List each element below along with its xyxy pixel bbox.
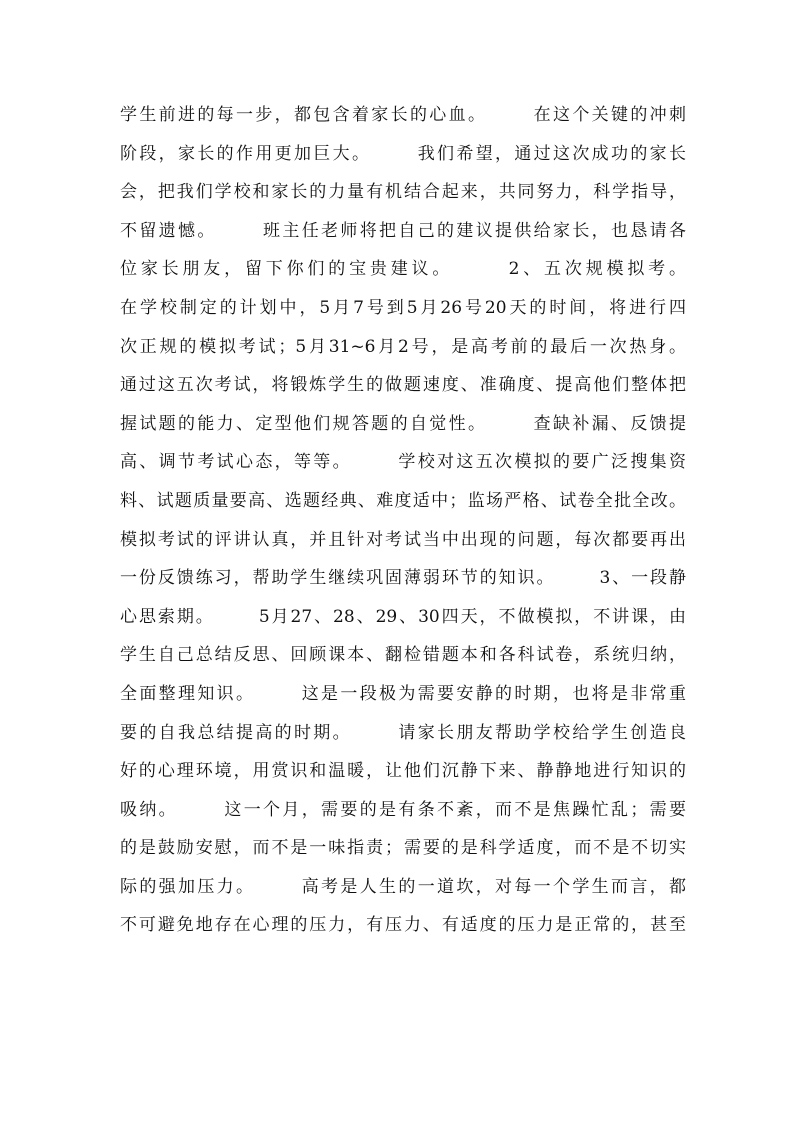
text-line: 学生自己总结反思、回顾课本、翻检错题本和各科试卷，系统归纳， <box>120 645 686 666</box>
text-line: 吸纳。 这一个月，需要的是有条不紊，而不是焦躁忙乱；需要 <box>120 799 686 820</box>
text-line: 模拟考试的评讲认真，并且针对考试当中出现的问题，每次都要再出 <box>120 529 686 550</box>
text-line: 料、试题质量要高、选题经典、难度适中；监场严格、试卷全批全改。 <box>120 490 686 511</box>
text-line: 在学校制定的计划中，5月7号到5月26号20天的时间，将进行四 <box>120 297 686 318</box>
text-line: 全面整理知识。 这是一段极为需要安静的时期，也将是非常重 <box>120 683 686 704</box>
text-line: 学生前进的每一步，都包含着家长的心血。 在这个关键的冲刺 <box>120 105 686 125</box>
text-line: 次正规的模拟考试；5月31~6月2号，是高考前的最后一次热身。 <box>120 336 686 357</box>
text-line: 阶段，家长的作用更加巨大。 我们希望，通过这次成功的家长 <box>120 143 686 164</box>
text-line: 心思索期。 5月27、28、29、30四天，不做模拟，不讲课，由 <box>120 606 686 627</box>
text-line: 不可避免地存在心理的压力，有压力、有适度的压力是正常的，甚至 <box>120 915 686 936</box>
text-line: 的是鼓励安慰，而不是一味指责；需要的是科学适度，而不是不切实 <box>120 838 686 859</box>
text-line: 一份反馈练习，帮助学生继续巩固薄弱环节的知识。 3、一段静 <box>120 568 686 589</box>
text-line: 高、调节考试心态，等等。 学校对这五次模拟的要广泛搜集资 <box>120 452 686 473</box>
text-line: 位家长朋友，留下你们的宝贵建议。 2、五次规模拟考。 <box>120 259 686 280</box>
text-line: 际的强加压力。 高考是人生的一道坎，对每一个学生而言，都 <box>120 876 686 897</box>
text-line: 要的自我总结提高的时期。 请家长朋友帮助学校给学生创造良 <box>120 722 686 743</box>
text-line: 好的心理环境，用赏识和温暖，让他们沉静下来、静静地进行知识的 <box>120 761 686 782</box>
text-line: 不留遗憾。 班主任老师将把自己的建议提供给家长，也恳请各 <box>120 220 686 241</box>
text-line: 握试题的能力、定型他们规答题的自觉性。 查缺补漏、反馈提 <box>120 413 686 434</box>
body-text <box>120 96 686 945</box>
text-line: 通过这五次考试，将锻炼学生的做题速度、准确度、提高他们整体把 <box>120 375 686 396</box>
text-line: 会，把我们学校和家长的力量有机结合起来，共同努力，科学指导， <box>120 182 686 203</box>
